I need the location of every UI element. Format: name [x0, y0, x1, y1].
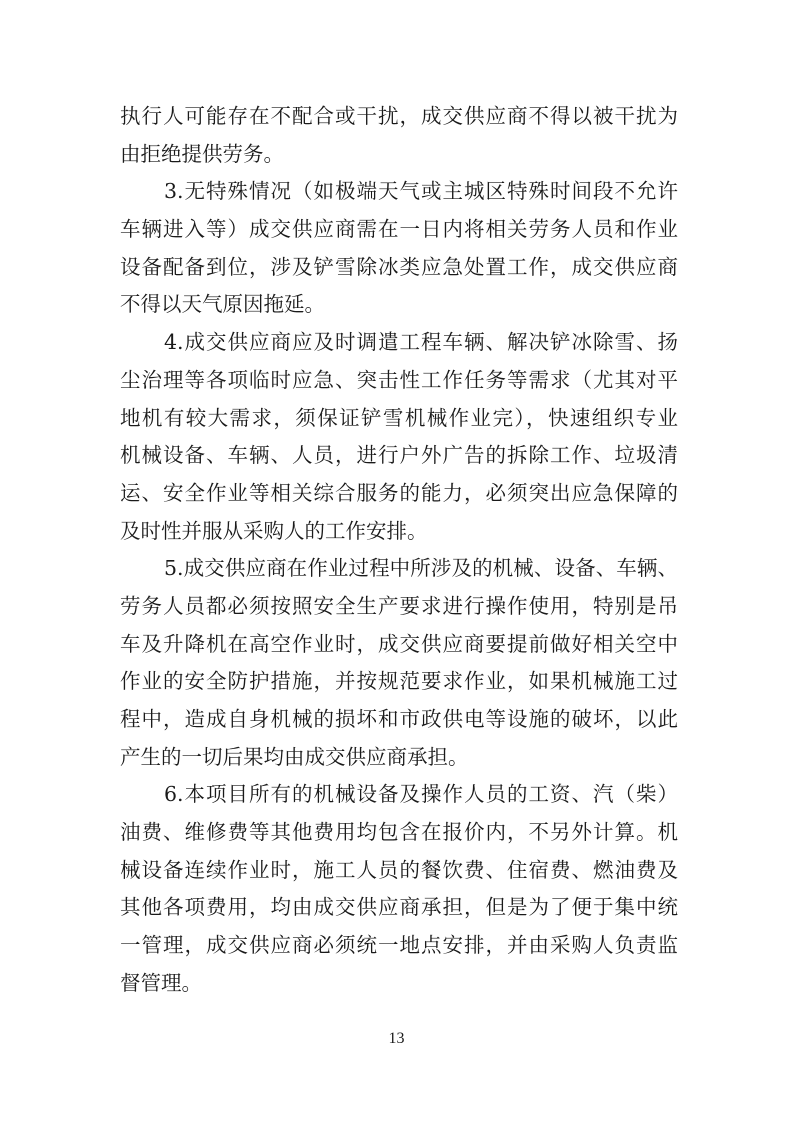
text-line: 地机有较大需求，须保证铲雪机械作业完），快速组织专业 [120, 405, 678, 430]
body-text [120, 98, 678, 1003]
text-line: 机械设备、车辆、人员，进行户外广告的拆除工作、垃圾清 [120, 443, 678, 468]
paragraph-start-line: 6.本项目所有的机械设备及操作人员的工资、汽（柴） [164, 782, 678, 807]
text-line: 械设备连续作业时，施工人员的餐饮费、住宿费、燃油费及 [120, 857, 678, 882]
text-line: 油费、维修费等其他费用均包含在报价内，不另外计算。机 [120, 820, 678, 845]
paragraph-start-line: 3.无特殊情况（如极端天气或主城区特殊时间段不允许 [164, 179, 678, 204]
text-line: 运、安全作业等相关综合服务的能力，必须突出应急保障的 [120, 480, 678, 505]
text-line: 作业的安全防护措施，并按规范要求作业，如果机械施工过 [120, 669, 678, 694]
text-line: 督管理。 [120, 970, 202, 995]
text-line: 产生的一切后果均由成交供应商承担。 [120, 744, 469, 769]
text-line: 不得以天气原因拖延。 [120, 292, 325, 317]
text-line: 其他各项费用，均由成交供应商承担，但是为了便于集中统 [120, 895, 678, 920]
text-line: 车辆进入等）成交供应商需在一日内将相关劳务人员和作业 [120, 217, 678, 242]
page-number: 13 [388, 1030, 405, 1047]
paragraph-start-line: 5.成交供应商在作业过程中所涉及的机械、设备、车辆、 [164, 556, 678, 581]
text-line: 一管理，成交供应商必须统一地点安排，并由采购人负责监 [120, 933, 678, 958]
text-line: 执行人可能存在不配合或干扰，成交供应商不得以被干扰为 [120, 104, 678, 128]
text-line: 由拒绝提供劳务。 [120, 141, 284, 166]
text-line: 程中，造成自身机械的损坏和市政供电等设施的破坏，以此 [120, 707, 678, 731]
text-line: 尘治理等各项临时应急、突击性工作任务等需求（尤其对平 [120, 367, 678, 392]
paragraph-start-line: 4.成交供应商应及时调遣工程车辆、解决铲冰除雪、扬 [164, 330, 678, 355]
text-line: 设备配备到位，涉及铲雪除冰类应急处置工作，成交供应商 [120, 254, 678, 279]
text-line: 及时性并服从采购人的工作安排。 [120, 518, 428, 543]
text-line: 车及升降机在高空作业时，成交供应商要提前做好相关空中 [120, 631, 678, 656]
text-line: 劳务人员都必须按照安全生产要求进行操作使用，特别是吊 [120, 593, 678, 618]
